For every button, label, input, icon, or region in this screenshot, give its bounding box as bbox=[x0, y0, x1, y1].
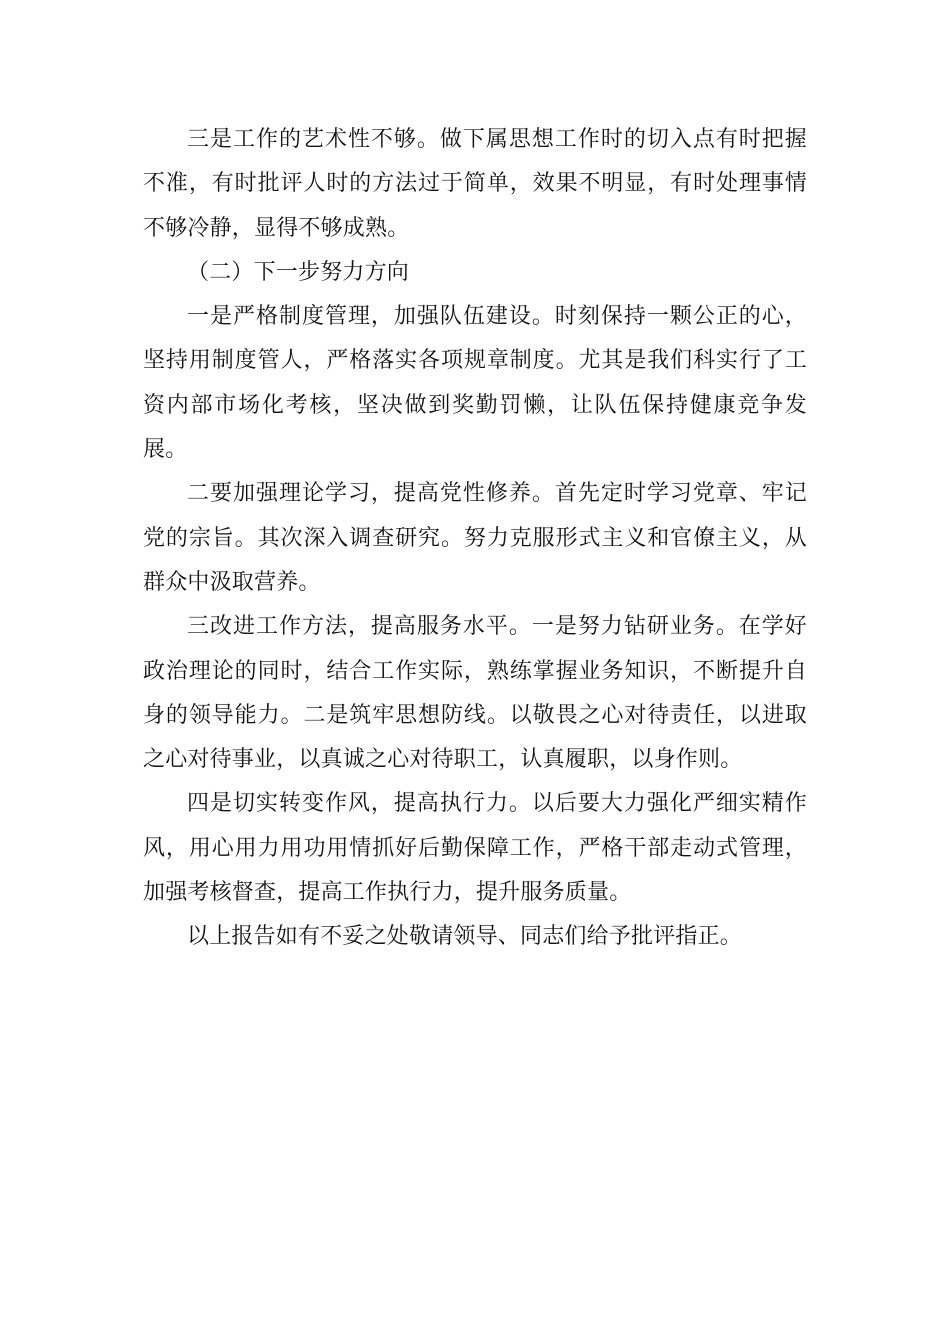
paragraph-step-one: 一是严格制度管理，加强队伍建设。时刻保持一颗公正的心，坚持用制度管人，严格落实各项规章制度。尤其是我们科实行了工资内部市场化考核，坚决做到奖勤罚懒，让队伍保持健康竞争发展。 bbox=[143, 304, 807, 463]
section-heading-next-steps: （二）下一步努力方向 bbox=[187, 259, 410, 285]
paragraph-step-three: 三改进工作方法，提高服务水平。一是努力钻研业务。在学好政治理论的同时，结合工作实际，熟练掌握业务知识，不断提升自身的领导能力。二是筑牢思想防线。以敬畏之心对待责任，以进取之心对待事业，以真诚之心对待职工，认真履职，以身作则。 bbox=[143, 614, 807, 773]
paragraph-step-two: 二要加强理论学习，提高党性修养。首先定时学习党章、牢记党的宗旨。其次深入调查研究。努力克服形式主义和官僚主义，从群众中汲取营养。 bbox=[143, 481, 807, 595]
paragraph-shortcoming-three: 三是工作的艺术性不够。做下属思想工作时的切入点有时把握不准，有时批评人时的方法过于简单，效果不明显，有时处理事情不够冷静，显得不够成熟。 bbox=[143, 127, 807, 241]
document-body bbox=[143, 118, 807, 960]
paragraph-closing: 以上报告如有不妥之处敬请领导、同志们给予批评指正。 bbox=[187, 924, 743, 950]
paragraph-step-four: 四是切实转变作风，提高执行力。以后要大力强化严细实精作风，用心用力用功用情抓好后勤保障工作，严格干部走动式管理，加强考核督查，提高工作执行力，提升服务质量。 bbox=[143, 791, 807, 906]
